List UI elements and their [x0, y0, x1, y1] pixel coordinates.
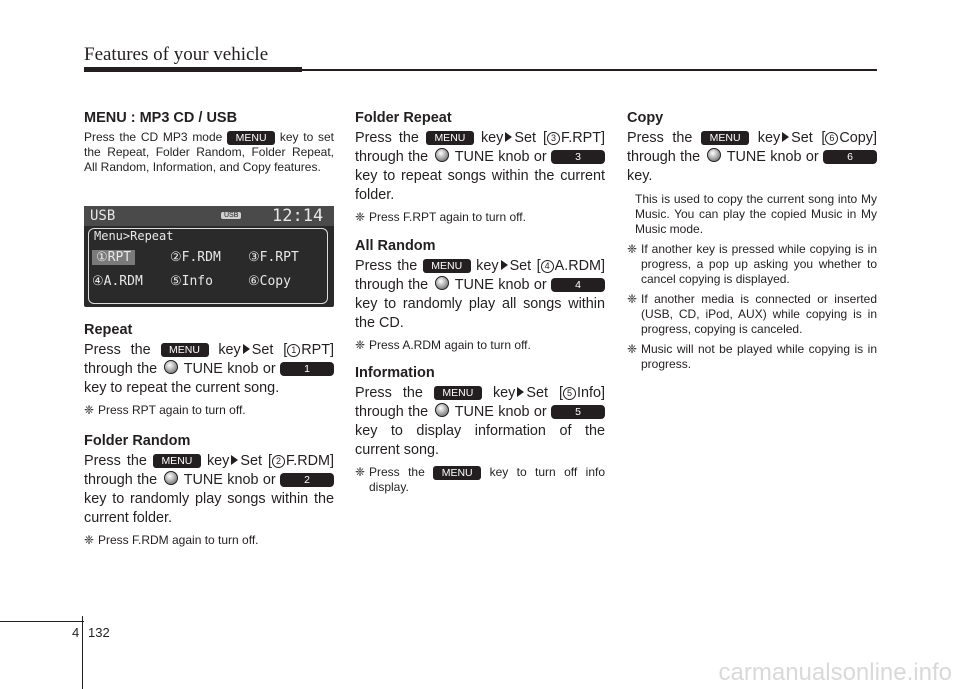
copy-note: ❈ If another key is pressed while copying is in progress, a pop up asking you whether to cancel copying is displayed. — [627, 242, 877, 286]
page-number: 132 — [88, 625, 110, 640]
tune-knob-icon — [707, 148, 721, 162]
column-1 — [84, 110, 334, 175]
number-key-icon: 3 — [551, 150, 605, 164]
information-note: ❈ Press the MENU key to turn off info display. — [355, 465, 605, 494]
folder-repeat-note: ❈ Press F.RPT again to turn off. — [355, 210, 526, 224]
header-rule — [302, 69, 877, 71]
number-key-icon: 6 — [823, 150, 877, 164]
number-circle-icon: 4 — [541, 260, 554, 273]
copy-description: This is used to copy the current song into My Music. You can play the copied Music in My Music mode. — [635, 192, 877, 236]
arrow-right-icon — [517, 387, 524, 397]
arrow-right-icon — [243, 344, 250, 354]
chapter-number: 4 — [72, 625, 80, 640]
information-body: Press the MENU key Set [ 5 Info] through the TUNE knob or 5 key to display information of the current song. — [355, 385, 605, 458]
menu-key-icon: MENU — [227, 131, 275, 145]
arrow-right-icon — [782, 132, 789, 142]
screen-clock: 12:14 — [272, 206, 324, 226]
folder-repeat-body: Press the MENU key Set [ 3 F.RPT] through the TUNE knob or 3 key to repeat songs within the current folder. — [355, 130, 606, 203]
tune-knob-icon — [435, 148, 449, 162]
number-circle-icon: 1 — [287, 344, 300, 357]
screen-option-frdm: ②F.RDM — [170, 250, 221, 265]
repeat-note: ❈ Press RPT again to turn off. — [84, 403, 246, 417]
number-key-icon: 4 — [551, 278, 605, 292]
menu-key-icon: MENU — [153, 454, 201, 468]
arrow-right-icon — [505, 132, 512, 142]
arrow-right-icon — [231, 455, 238, 465]
folder-random-heading: Folder Random — [84, 433, 191, 449]
repeat-body: Press the MENU key Set [ 1 RPT] through the TUNE knob or 1 key to repeat the current song. — [84, 342, 334, 396]
display-screen-image — [84, 206, 334, 307]
tune-knob-icon — [435, 276, 449, 290]
folder-repeat-heading: Folder Repeat — [355, 110, 452, 126]
tune-knob-icon — [164, 360, 178, 374]
number-key-icon: 1 — [280, 362, 334, 376]
page-header-title: Features of your vehicle — [84, 44, 269, 65]
footer-divider — [82, 616, 83, 689]
folder-random-note: ❈ Press F.RDM again to turn off. — [84, 533, 259, 547]
all-random-heading: All Random — [355, 238, 436, 254]
screen-option-info: ⑤Info — [170, 274, 213, 289]
folder-random-body: Press the MENU key Set [ 2 F.RDM] through the TUNE knob or 2 key to randomly play songs within the current folder. — [84, 453, 334, 526]
information-section — [355, 365, 605, 495]
tune-knob-icon — [164, 471, 178, 485]
copy-note: ❈ If another media is connected or inserted (USB, CD, iPod, AUX) while copying is in progress, copying is canceled. — [627, 292, 877, 336]
tune-knob-icon — [435, 403, 449, 417]
copy-body: Press the MENU key Set [ 6 Copy] through the TUNE knob or 6 key. — [627, 130, 877, 184]
watermark: carmanualsonline.info — [718, 659, 952, 686]
menu-key-icon: MENU — [426, 131, 474, 145]
all-random-note: ❈ Press A.RDM again to turn off. — [355, 338, 531, 352]
footer-rule — [0, 621, 84, 622]
section-heading-mp3-usb: MENU : MP3 CD / USB — [84, 110, 238, 126]
number-circle-icon: 3 — [547, 132, 560, 145]
repeat-section — [84, 322, 334, 418]
screen-source: USB — [90, 208, 116, 224]
all-random-body: Press the MENU key Set [ 4 A.RDM] through the TUNE knob or 4 key to randomly play all songs within the CD. — [355, 258, 606, 331]
copy-section — [627, 110, 877, 372]
folder-random-section — [84, 433, 334, 548]
menu-key-icon: MENU — [701, 131, 749, 145]
number-key-icon: 5 — [551, 405, 605, 419]
screen-option-rpt: ①RPT — [92, 250, 135, 265]
menu-key-icon: MENU — [423, 259, 471, 273]
screen-option-frpt: ③F.RPT — [248, 250, 299, 265]
intro-text: Press the CD MP3 mode MENU key to set the Repeat, Folder Random, Folder Repeat, All Random, Information, and Copy features. — [84, 130, 335, 174]
screen-menu-path: Menu>Repeat — [94, 229, 174, 243]
number-circle-icon: 2 — [272, 455, 285, 468]
screen-option-copy: ⑥Copy — [248, 274, 291, 289]
number-key-icon: 2 — [280, 473, 334, 487]
folder-repeat-section — [355, 110, 605, 225]
number-circle-icon: 5 — [563, 387, 576, 400]
menu-key-icon: MENU — [434, 386, 482, 400]
header-bar — [84, 67, 302, 72]
copy-heading: Copy — [627, 110, 664, 126]
menu-key-icon: MENU — [161, 343, 209, 357]
arrow-right-icon — [501, 260, 508, 270]
screen-usb-tag: USB — [221, 212, 241, 219]
information-heading: Information — [355, 365, 435, 381]
number-circle-icon: 6 — [825, 132, 838, 145]
copy-note: ❈ Music will not be played while copying is in progress. — [627, 342, 877, 371]
all-random-section — [355, 238, 605, 353]
menu-key-icon: MENU — [433, 466, 481, 480]
screen-option-ardm: ④A.RDM — [92, 274, 143, 289]
repeat-heading: Repeat — [84, 322, 133, 338]
